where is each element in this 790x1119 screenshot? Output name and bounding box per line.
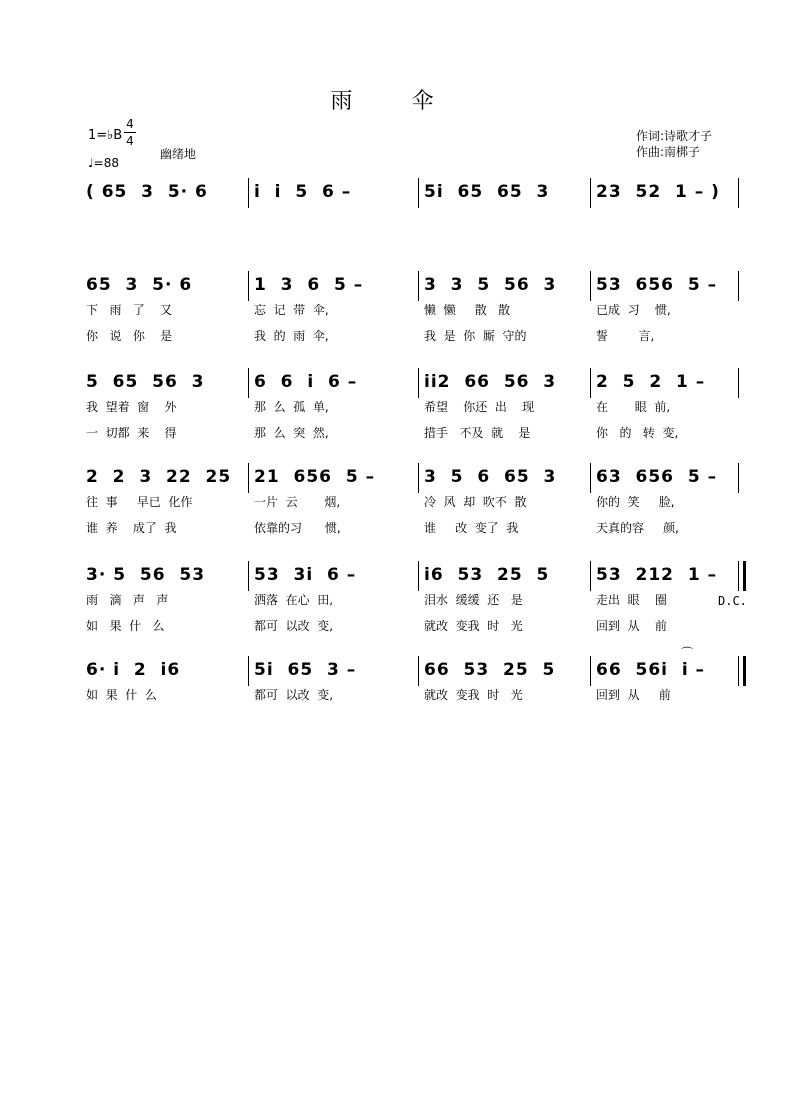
notes-row5-measure4: 53 212 1 – [596, 565, 718, 585]
lyric-verse2-row3-measure3: 措手 不及 就 是 [424, 426, 531, 440]
barline [248, 463, 249, 493]
lyric-verse2-row4-measure3: 谁 改 变了 我 [424, 521, 519, 535]
lyric-verse2-row5-measure3: 就改 变我 时 光 [424, 619, 523, 633]
barline [738, 463, 739, 493]
barline [738, 271, 739, 301]
lyric-verse1-row3-measure3: 希望 你还 出 现 [424, 400, 535, 414]
lyric-verse2-row2-measure2: 我 的 雨 伞, [254, 329, 329, 343]
lyric-verse2-row4-measure2: 依靠的习 惯, [254, 521, 341, 535]
barline [738, 368, 739, 398]
time-top: 4 [126, 117, 134, 131]
lyric-verse1-row3-measure4: 在 眼 前, [596, 400, 671, 414]
notes-row4-measure3: 3 5 6 65 3 [424, 467, 557, 487]
lyric-verse2-row4-measure4: 天真的容 颜, [596, 521, 679, 535]
final-barline [738, 561, 746, 591]
lyric-verse1-row2-measure4: 已成 习 惯, [596, 303, 671, 317]
barline [248, 178, 249, 208]
lyric-verse2-row3-measure1: 一 切都 来 得 [86, 426, 177, 440]
lyric-verse2-row5-measure4: 回到 从 前 [596, 619, 667, 633]
barline [418, 463, 419, 493]
time-bottom: 4 [126, 134, 134, 148]
barline [590, 656, 591, 686]
barline [590, 178, 591, 208]
notes-row1-measure4: 23 52 1 – ) [596, 182, 720, 202]
barline [248, 656, 249, 686]
barline [248, 271, 249, 301]
lyric-verse2-row2-measure4: 誓 言, [596, 329, 655, 343]
lyric-verse1-row6-measure1: 如 果 什 么 [86, 688, 157, 702]
lyric-verse2-row5-measure1: 如 果 什 么 [86, 619, 165, 633]
barline [590, 463, 591, 493]
lyric-verse1-row2-measure2: 忘 记 带 伞, [254, 303, 329, 317]
time-signature [124, 118, 136, 147]
lyric-verse1-row4-measure1: 往 事 早已 化作 [86, 495, 193, 509]
final-barline [738, 656, 746, 686]
lyric-verse1-row6-measure3: 就改 变我 时 光 [424, 688, 523, 702]
dc-mark: D.C. [718, 594, 747, 608]
notes-row1-measure3: 5i 65 65 3 [424, 182, 550, 202]
lyric-verse1-row5-measure1: 雨 滴 声 声 [86, 593, 169, 607]
lyric-verse1-row3-measure1: 我 望着 窗 外 [86, 400, 177, 414]
notes-row2-measure1: 65 3 5· 6 [86, 275, 193, 295]
barline [248, 368, 249, 398]
notes-row5-measure2: 53 3i 6 – [254, 565, 357, 585]
lyric-verse2-row5-measure2: 都可 以改 变, [254, 619, 334, 633]
notes-row1-measure1: ( 65 3 5· 6 [86, 182, 208, 202]
notes-row6-measure4: 66 56i i – [596, 660, 706, 680]
barline [418, 178, 419, 208]
credits [636, 128, 712, 160]
fermata-icon: ⌒ [681, 646, 694, 660]
notes-row5-measure1: 3· 5 56 53 [86, 565, 206, 585]
key-signature: 1=♭B [88, 128, 123, 143]
lyric-verse1-row4-measure4: 你的 笑 脸, [596, 495, 675, 509]
lyric-verse2-row3-measure2: 那 么 突 然, [254, 426, 329, 440]
notes-row6-measure2: 5i 65 3 – [254, 660, 357, 680]
notes-row2-measure4: 53 656 5 – [596, 275, 718, 295]
notes-row3-measure4: 2 5 2 1 – [596, 372, 706, 392]
lyric-verse2-row3-measure4: 你 的 转 变, [596, 426, 679, 440]
notes-row4-measure1: 2 2 3 22 25 [86, 467, 232, 487]
notes-row4-measure4: 63 656 5 – [596, 467, 718, 487]
notes-row4-measure2: 21 656 5 – [254, 467, 376, 487]
composer: 作曲:南梆子 [636, 145, 701, 159]
lyric-verse2-row2-measure3: 我 是 你 厮 守的 [424, 329, 527, 343]
barline [418, 656, 419, 686]
lyric-verse1-row2-measure3: 懒 懒 散 散 [424, 303, 511, 317]
lyricist: 作词:诗歌才子 [636, 129, 713, 143]
lyric-verse1-row4-measure2: 一片 云 烟, [254, 495, 341, 509]
notes-row3-measure1: 5 65 56 3 [86, 372, 205, 392]
notes-row1-measure2: i i 5 6 – [254, 182, 352, 202]
lyric-verse1-row5-measure2: 洒落 在心 田, [254, 593, 334, 607]
barline [418, 271, 419, 301]
song-title: 雨 伞 [330, 89, 460, 114]
notes-row3-measure2: 6 6 i 6 – [254, 372, 358, 392]
tempo-marking: ♩=88 [88, 156, 119, 170]
notes-row6-measure1: 6· i 2 i6 [86, 660, 181, 680]
lyric-verse1-row2-measure1: 下 雨 了 又 [86, 303, 173, 317]
barline [738, 178, 739, 208]
lyric-verse1-row6-measure2: 都可 以改 变, [254, 688, 334, 702]
barline [590, 271, 591, 301]
barline [418, 561, 419, 591]
notes-row5-measure3: i6 53 25 5 [424, 565, 550, 585]
lyric-verse1-row3-measure2: 那 么 孤 单, [254, 400, 329, 414]
lyric-verse1-row4-measure3: 冷 风 却 吹不 散 [424, 495, 527, 509]
barline [248, 561, 249, 591]
lyric-verse1-row6-measure4: 回到 从 前 [596, 688, 671, 702]
lyric-verse1-row5-measure3: 泪水 缓缓 还 是 [424, 593, 523, 607]
barline [418, 368, 419, 398]
notes-row2-measure3: 3 3 5 56 3 [424, 275, 557, 295]
lyric-verse2-row2-measure1: 你 说 你 是 [86, 329, 173, 343]
notes-row6-measure3: 66 53 25 5 [424, 660, 556, 680]
barline [590, 561, 591, 591]
notes-row2-measure2: 1 3 6 5 – [254, 275, 364, 295]
lyric-verse2-row4-measure1: 谁 养 成了 我 [86, 521, 177, 535]
expression-marking: 幽绪地 [160, 147, 197, 161]
barline [590, 368, 591, 398]
lyric-verse1-row5-measure4: 走出 眼 圈 [596, 593, 667, 607]
notes-row3-measure3: ii2 66 56 3 [424, 372, 557, 392]
